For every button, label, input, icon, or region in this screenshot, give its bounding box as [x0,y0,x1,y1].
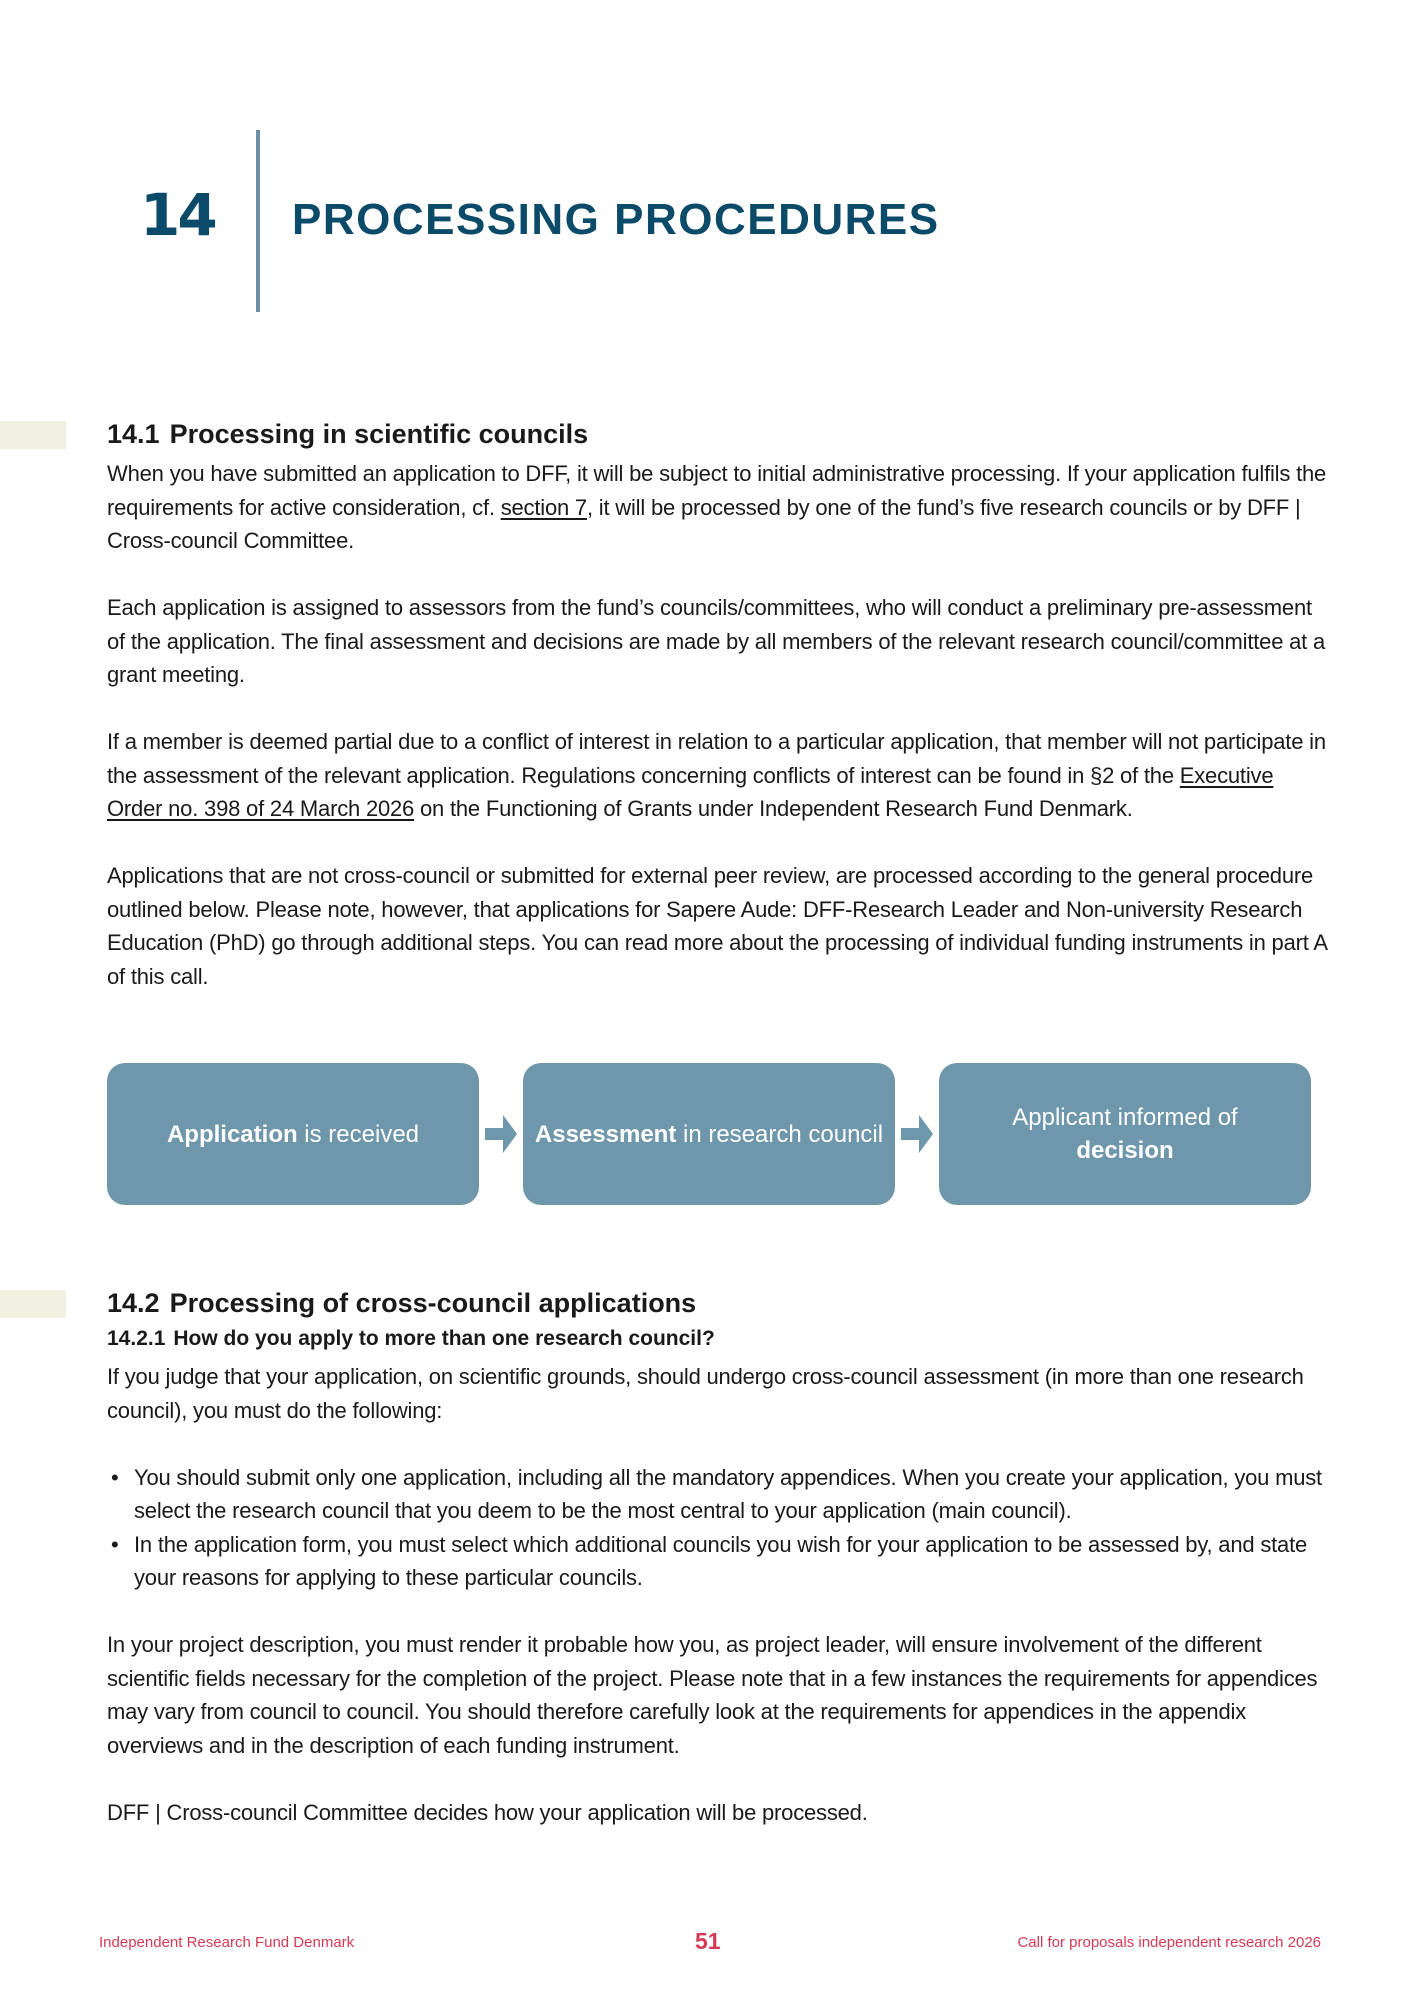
page-footer [0,1928,1412,1958]
flow-step-assessment [523,1063,895,1205]
bullet-text: In the application form, you must select which additional councils you wish for your application to be assessed by, and state your reasons for applying to these particular councils. [134,1531,1308,1590]
section-7-link[interactable]: section 7 [500,494,587,520]
process-flow-diagram [107,1063,1315,1205]
executive-order-link[interactable]: Executive Order no. 398 of 24 March 2026 [107,762,1274,821]
paragraph-text: on the Functioning of Grants under Independent Research Fund Denmark. [414,796,1133,821]
bullet-text: You should submit only one application, including all the mandatory appendices. When you create your application, you must select the research council that you deem to be the most central to your application (main council). [134,1464,1322,1523]
section-title: Processing in scientific councils [169,419,589,449]
section-accent-bar [0,421,66,449]
paragraph: Applications that are not cross-council or submitted for external peer review, are processed according to the general procedure outlined below. Please note, however, that applications for Sapere Aude: DFF-Research Leader and Non-university Research Education (PhD) go through additional steps. You can read more about the processing of individual funding instruments in part A of this call. [107,863,1327,989]
bullet-item [107,1461,1327,1528]
section-14-2 [107,1286,1327,1829]
flow-step-text: in research council [676,1120,884,1148]
flow-step-bold: decision [1076,1137,1174,1164]
flow-step-bold: Assessment [534,1120,677,1148]
paragraph: DFF | Cross-council Committee decides how your application will be processed. [107,1799,868,1825]
chapter-title: PROCESSING PROCEDURES [292,195,940,244]
flow-step-decision [939,1063,1311,1205]
paragraph-text: When you have submitted an application to DFF, it will be subject to initial administrative processing. If your application fulfils the requirements for active consideration, cf. [107,461,1327,520]
arrow-right-icon [901,1113,935,1155]
paragraph [107,457,1327,558]
flow-step-application-received [107,1063,479,1205]
paragraph: If you judge that your application, on scientific grounds, should undergo cross-council assessment (in more than one research council), you must do the following: [107,1364,1304,1423]
section-accent-bar [0,1290,66,1318]
paragraph: In your project description, you must render it probable how you, as project leader, will ensure involvement of the different scientific fields necessary for the completion of the project. Please note that in a few instances the requirements for appendices may vary from council to council. You should therefore carefully look at the requirements for appendices in the appendix overviews and in the description of each funding instrument. [107,1632,1318,1758]
section-number: 14.1 [107,419,160,449]
subsection-heading [107,1324,1327,1354]
section-heading [107,417,1327,451]
paragraph [107,725,1327,826]
bullet-list [107,1461,1327,1595]
section-heading [107,1286,1327,1320]
section-14-1 [107,417,1327,993]
section-number: 14.2 [107,1288,160,1318]
flow-step-text: is received [297,1120,420,1148]
paragraph: Each application is assigned to assessors from the fund’s councils/committees, who will conduct a preliminary pre-assessment of the application. The final assessment and decisions are made by all members of the relevant research council/committee at a grant meeting. [107,595,1326,687]
paragraph-text: , it will be processed by one of the fund’s five research councils or by DFF | Cross-council Committee. [107,494,1301,553]
subsection-title: How do you apply to more than one research council? [173,1327,715,1350]
paragraph-text: If a member is deemed partial due to a conflict of interest in relation to a particular application, that member will not participate in the assessment of the relevant application. Regulations concerning conflicts of interest can be found in §2 of the [107,729,1326,788]
footer-organization: Independent Research Fund Denmark [99,1934,355,1951]
chapter-header [0,130,1412,312]
chapter-divider [256,130,260,312]
bullet-item [107,1528,1327,1595]
bullet-icon: • [111,1531,119,1557]
bullet-icon: • [111,1464,119,1490]
footer-document-title: Call for proposals independent research 2026 [1017,1934,1321,1951]
arrow-right-icon [485,1113,519,1155]
flow-step-text: Applicant informed of [1012,1104,1238,1131]
subsection-number: 14.2.1 [107,1327,166,1350]
chapter-number: 14 [140,181,215,249]
page-number: 51 [695,1928,721,1954]
section-title: Processing of cross-council applications [169,1288,697,1318]
flow-step-bold: Application [166,1120,298,1148]
